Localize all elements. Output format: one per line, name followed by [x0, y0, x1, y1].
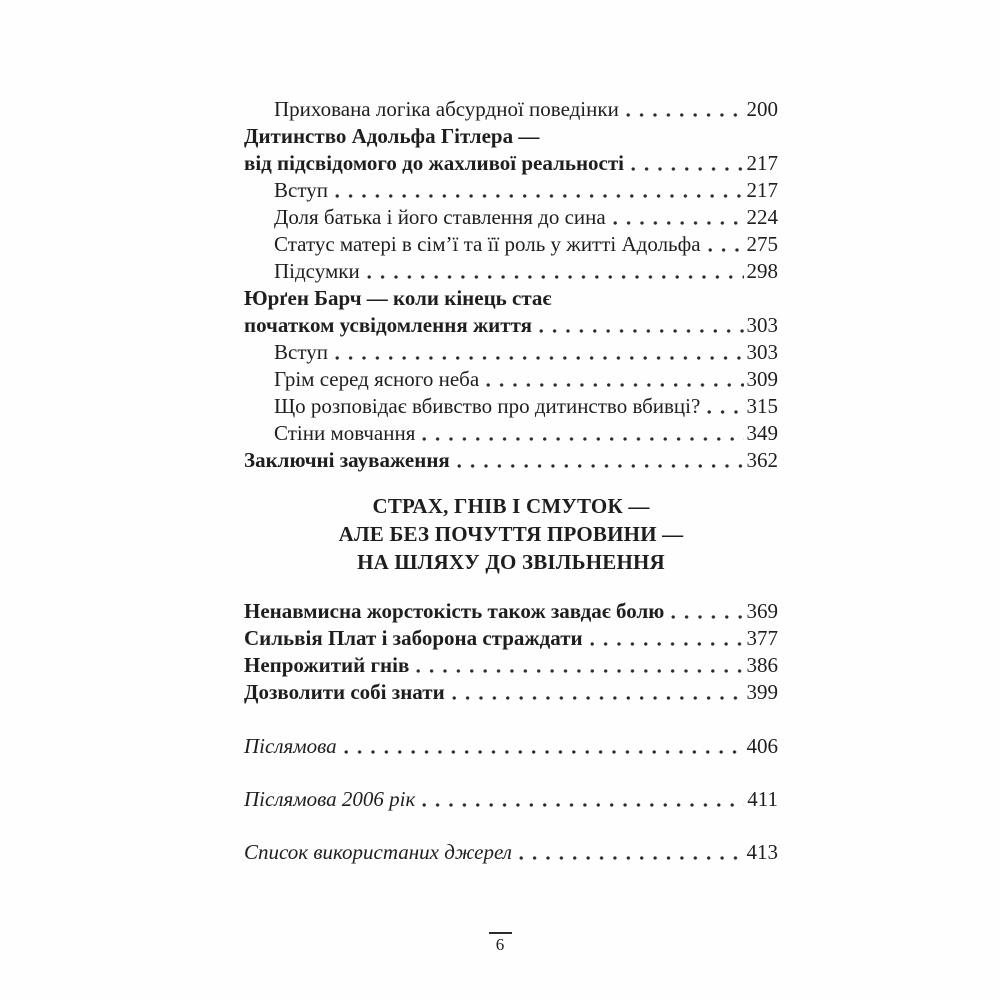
- dot-leader: [422, 802, 744, 808]
- dot-leader: [422, 436, 743, 442]
- dot-leader: [539, 328, 744, 334]
- toc-entry: [244, 679, 778, 706]
- toc-entry-page: 411: [747, 787, 778, 811]
- dot-leader: [707, 409, 743, 415]
- toc-entry: [244, 786, 778, 813]
- dot-leader: [486, 382, 743, 388]
- toc-entry: [244, 258, 778, 285]
- toc-entry-title: Статус матері в сім’ї та її роль у житті Адольфа: [274, 232, 701, 256]
- toc-entry: [244, 231, 778, 258]
- section-heading: [244, 492, 778, 576]
- toc-entry-title: Вступ: [274, 340, 328, 364]
- toc-entry: [244, 733, 778, 760]
- toc-entry-page: 377: [746, 626, 778, 650]
- toc-entry-title: від підсвідомого до жахливої реальності: [244, 151, 625, 175]
- section-heading-line: СТРАХ, ГНІВ І СМУТОК —: [372, 494, 650, 518]
- dot-leader: [335, 193, 744, 199]
- toc-entry-page: 413: [746, 840, 778, 864]
- toc-entry: [244, 339, 778, 366]
- toc-entry-page: 303: [746, 313, 778, 337]
- toc-section-part2: [244, 598, 778, 706]
- dot-leader: [457, 463, 744, 469]
- toc-entry: [244, 393, 778, 420]
- toc-entry-page: 309: [746, 367, 778, 391]
- toc-entry: [244, 447, 778, 474]
- toc-entry-page: 315: [746, 394, 778, 418]
- footer-rule: [489, 932, 512, 934]
- toc-entry: [244, 839, 778, 866]
- toc-entry-title: початком усвідомлення життя: [244, 313, 532, 337]
- dot-leader: [452, 695, 744, 701]
- toc-entry-page: 200: [746, 97, 778, 121]
- section-heading-line: АЛЕ БЕЗ ПОЧУТТЯ ПРОВИНИ —: [338, 522, 684, 546]
- toc-entry-title: Юрґен Барч — коли кінець стає: [244, 286, 552, 310]
- dot-leader: [344, 749, 744, 755]
- toc-entry-title: Вступ: [274, 178, 328, 202]
- toc-entry-page: 217: [746, 151, 778, 175]
- toc-entry: [244, 652, 778, 679]
- dot-leader: [335, 355, 744, 361]
- page-footer: [0, 932, 1000, 954]
- toc-entry-page: 369: [746, 599, 778, 623]
- toc-entry-title: Підсумки: [274, 259, 360, 283]
- toc-entry-page: 349: [746, 421, 778, 445]
- toc-entry: [244, 177, 778, 204]
- toc-entry-page: 298: [746, 259, 778, 283]
- toc-entry-page: 303: [746, 340, 778, 364]
- toc-entry-title: Заключні зауваження: [244, 448, 450, 472]
- dot-leader: [590, 641, 744, 647]
- toc-entry-page: 406: [746, 734, 778, 758]
- dot-leader: [416, 668, 743, 674]
- dot-leader: [367, 274, 744, 280]
- toc-entry-page: 362: [746, 448, 778, 472]
- dot-leader: [708, 247, 744, 253]
- toc-entry: [244, 366, 778, 393]
- toc-entry-title: Грім серед ясного неба: [274, 367, 480, 391]
- toc-section-part3: [244, 733, 778, 866]
- section-heading-line: НА ШЛЯХУ ДО ЗВІЛЬНЕННЯ: [357, 550, 665, 574]
- toc-entry-title: Прихована логіка абсурдної поведінки: [274, 97, 619, 121]
- toc-entry-title: Стіни мовчання: [274, 421, 416, 445]
- toc-entry-title: Доля батька і його ставлення до сина: [274, 205, 606, 229]
- toc-entry-page: 275: [746, 232, 778, 256]
- toc-entry: [244, 204, 778, 231]
- dot-leader: [671, 614, 743, 620]
- toc-entry-title: Що розповідає вбивство про дитинство вбивці?: [274, 394, 701, 418]
- toc-entry-title: Список використаних джерел: [244, 840, 512, 864]
- toc-entry-title: Післямова: [244, 734, 337, 758]
- toc-entry: [244, 420, 778, 447]
- toc-entry-title: Дозволити собі знати: [244, 680, 445, 704]
- dot-leader: [519, 855, 744, 861]
- toc-entry: [244, 625, 778, 652]
- toc-entry-page: 224: [746, 205, 778, 229]
- toc-section-part1: [244, 96, 778, 474]
- toc-entry: [244, 598, 778, 625]
- toc-entry: [244, 285, 778, 339]
- toc-entry-page: 386: [746, 653, 778, 677]
- toc-entry-title: Ненавмисна жорстокість також завдає болю: [244, 599, 665, 623]
- toc-entry-title: Післямова 2006 рік: [244, 787, 416, 811]
- toc-entry: [244, 96, 778, 123]
- toc-entry: [244, 123, 778, 177]
- dot-leader: [626, 112, 744, 118]
- toc-entry-title: Непрожитий гнів: [244, 653, 410, 677]
- folio-page-number: 6: [495, 935, 505, 954]
- dot-leader: [613, 220, 744, 226]
- toc-entry-title: Сильвія Плат і заборона страждати: [244, 626, 583, 650]
- toc-entry-page: 399: [746, 680, 778, 704]
- dot-leader: [631, 166, 743, 172]
- toc-entry-title: Дитинство Адольфа Гітлера —: [244, 124, 540, 148]
- table-of-contents: [244, 96, 778, 892]
- toc-entry-page: 217: [746, 178, 778, 202]
